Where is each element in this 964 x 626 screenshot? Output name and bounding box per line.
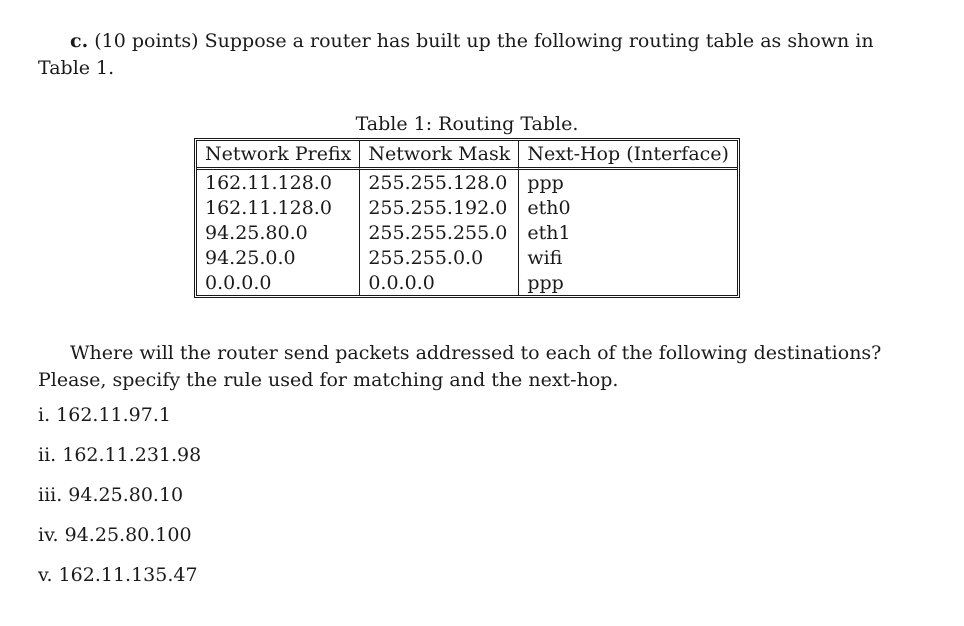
column-header-next-hop: Next-Hop (Interface) <box>519 141 737 170</box>
cell-next-hop: wifi <box>527 246 563 269</box>
list-item: iii. 94.25.80.10 <box>38 484 184 506</box>
cell-next-hop: eth1 <box>527 221 571 244</box>
cell-network-mask: 0.0.0.0 <box>360 270 519 295</box>
question-line-1: Where will the router send packets addressed to each of the following destinations? <box>70 342 882 364</box>
cell-next-hop: ppp <box>527 271 564 294</box>
cell-network-prefix: 94.25.0.0 <box>197 245 360 270</box>
table-caption: Table 1: Routing Table. <box>355 113 579 135</box>
question-line-2: Please, specify the rule used for matching and the next-hop. <box>38 369 619 391</box>
table-row <box>197 220 737 245</box>
problem-intro <box>38 28 898 82</box>
problem-intro-continuation: Table 1. <box>38 57 115 79</box>
question-paragraph <box>38 340 898 394</box>
cell-next-hop: ppp <box>527 171 564 194</box>
cell-network-mask: 255.255.255.0 <box>360 220 519 245</box>
cell-network-mask: 255.255.128.0 <box>360 170 519 195</box>
cell-network-mask: 255.255.0.0 <box>360 245 519 270</box>
cell-network-prefix: 162.11.128.0 <box>197 195 360 220</box>
cell-network-prefix: 162.11.128.0 <box>197 170 360 195</box>
cell-next-hop: eth0 <box>527 196 571 219</box>
list-item: ii. 162.11.231.98 <box>38 444 202 466</box>
column-header-network-mask: Network Mask <box>360 141 519 170</box>
list-item: i. 162.11.97.1 <box>38 404 171 426</box>
column-header-network-prefix: Network Prefix <box>197 141 360 170</box>
table-header-row <box>197 141 737 170</box>
list-item: v. 162.11.135.47 <box>38 564 198 586</box>
problem-label: c. <box>70 30 89 52</box>
cell-network-mask: 255.255.192.0 <box>360 195 519 220</box>
table-row <box>197 270 737 295</box>
table-row <box>197 195 737 220</box>
table-row <box>197 170 737 195</box>
list-item: iv. 94.25.80.100 <box>38 524 192 546</box>
routing-table <box>194 138 740 298</box>
cell-network-prefix: 0.0.0.0 <box>197 270 360 295</box>
table-row <box>197 245 737 270</box>
destination-list <box>38 402 201 602</box>
routing-table-container <box>194 138 740 298</box>
cell-network-prefix: 94.25.80.0 <box>197 220 360 245</box>
problem-intro-text: (10 points) Suppose a router has built up the following routing table as shown in <box>94 30 874 52</box>
